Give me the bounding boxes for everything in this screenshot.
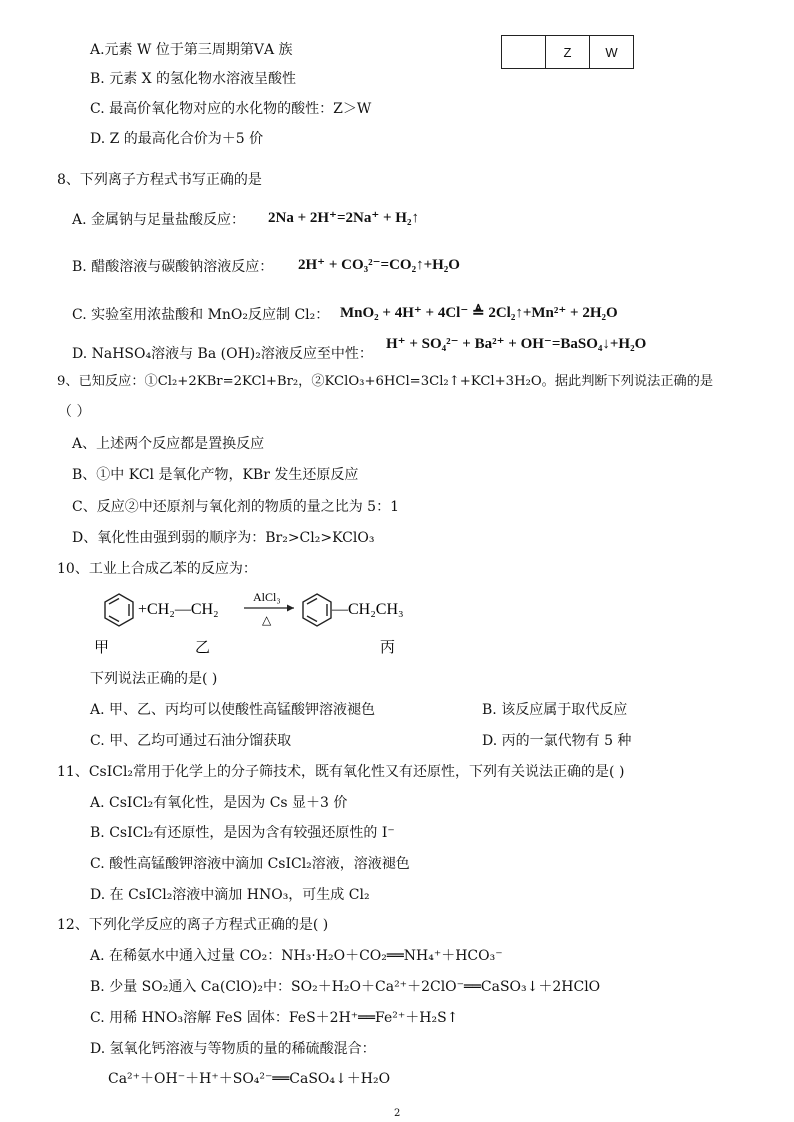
q8-option-d-equation: H⁺ + SO₄²⁻ + Ba²⁺ + OH⁻=BaSO₄↓+H₂O [386,336,647,352]
q9-stem: 9、已知反应：①Cl₂+2KBr=2KCl+Br₂，②KClO₃+6HCl=3Cl₂↑+KCl+3H₂O。据此判断下列说法正确的是 [57,374,714,389]
table-cell-w: W [590,36,634,69]
q10-option-c: C. 甲、乙均可通过石油分馏获取 [90,733,292,749]
q12-option-d: D. 氢氧化钙溶液与等物质的量的稀硫酸混合： [90,1041,376,1057]
q12-option-d-equation: Ca²⁺＋OH⁻＋H⁺＋SO₄²⁻══CaSO₄↓＋H₂O [108,1071,391,1087]
q12-option-a: A. 在稀氨水中通入过量 CO₂：NH₃·H₂O＋CO₂══NH₄⁺＋HCO₃⁻ [90,948,503,964]
q11-option-d: D. 在 CsICl₂溶液中滴加 HNO₃，可生成 Cl₂ [90,887,370,903]
q10-catalyst: AlCl₃ [253,592,281,604]
q8-option-d: D. NaHSO₄溶液与 Ba (OH)₂溶液反应至中性： [72,346,373,362]
q7-option-a: A.元素 W 位于第三周期第ⅤA 族 [90,42,293,58]
q7-option-c: C. 最高价氧化物对应的水化物的酸性：Z＞W [90,101,372,117]
q10-option-d: D. 丙的一氯代物有 5 种 [482,733,632,749]
table-cell-z: Z [546,36,590,69]
table-cell-empty [502,36,546,69]
q9-option-d: D、氧化性由强到弱的顺序为：Br₂>Cl₂>KClO₃ [72,530,375,546]
q10-reagent-ethylene: +CH₂—CH₂ [138,601,219,618]
q8-option-b-equation: 2H⁺ + CO₃²⁻=CO₂↑+H₂O [298,257,460,273]
q9-option-c: C、反应②中还原剂与氧化剂的物质的量之比为 5：1 [72,499,399,515]
q10-heat-symbol: △ [262,613,272,627]
q8-stem: 8、下列离子方程式书写正确的是 [57,172,262,188]
q12-option-c: C. 用稀 HNO₃溶解 FeS 固体：FeS＋2H⁺══Fe²⁺＋H₂S↑ [90,1010,459,1026]
periodic-table-fragment [501,35,634,69]
q10-product-ethyl: —CH₂CH₃ [332,601,404,618]
q10-label-yi: 乙 [195,638,211,656]
page-number: 2 [394,1108,401,1119]
q11-option-b: B. CsICl₂有还原性，是因为含有较强还原性的 I⁻ [90,825,395,841]
q11-option-c: C. 酸性高锰酸钾溶液中滴加 CsICl₂溶液，溶液褪色 [90,856,410,872]
q10-label-bing: 丙 [380,638,396,656]
q10-stem: 10、工业上合成乙苯的反应为： [57,561,257,577]
q9-option-a: A、上述两个反应都是置换反应 [72,436,265,452]
q10-option-b: B. 该反应属于取代反应 [482,702,628,718]
q10-option-a: A. 甲、乙、丙均可以使酸性高锰酸钾溶液褪色 [90,702,376,718]
q12-stem: 12、下列化学反应的离子方程式正确的是( ) [57,917,329,933]
q9-answer-paren: （ ） [58,404,91,420]
q8-option-c-equation: MnO₂ + 4H⁺ + 4Cl⁻ ≜ 2Cl₂↑+Mn²⁺ + 2H₂O [340,305,618,321]
benzene-ring-product-icon [303,594,331,626]
q9-option-b: B、①中 KCl 是氧化产物，KBr 发生还原反应 [72,467,359,483]
benzene-ring-reactant-icon [105,594,133,626]
q7-option-d: D. Z 的最高化合价为＋5 价 [90,131,264,147]
q10-label-jia: 甲 [94,638,110,656]
q10-prompt: 下列说法正确的是( ) [90,671,218,687]
q12-option-b: B. 少量 SO₂通入 Ca(ClO)₂中：SO₂＋H₂O＋Ca²⁺＋2ClO⁻══CaSO₃↓＋2HClO [90,979,601,995]
q8-option-b: B. 醋酸溶液与碳酸钠溶液反应： [72,259,274,275]
arrowhead-icon [287,605,294,612]
q11-option-a: A. CsICl₂有氧化性，是因为 Cs 显＋3 价 [90,795,348,811]
q11-stem: 11、CsICl₂常用于化学上的分子筛技术，既有氧化性又有还原性，下列有关说法正确的是( ) [57,764,625,780]
q8-option-a: A. 金属钠与足量盐酸反应： [72,212,246,228]
q10-reaction-diagram [92,592,452,662]
q8-option-c: C. 实验室用浓盐酸和 MnO₂反应制 Cl₂： [72,307,330,323]
q8-option-a-equation: 2Na + 2H⁺=2Na⁺ + H₂↑ [268,210,419,226]
q7-option-b: B. 元素 X 的氢化物水溶液呈酸性 [90,71,297,87]
